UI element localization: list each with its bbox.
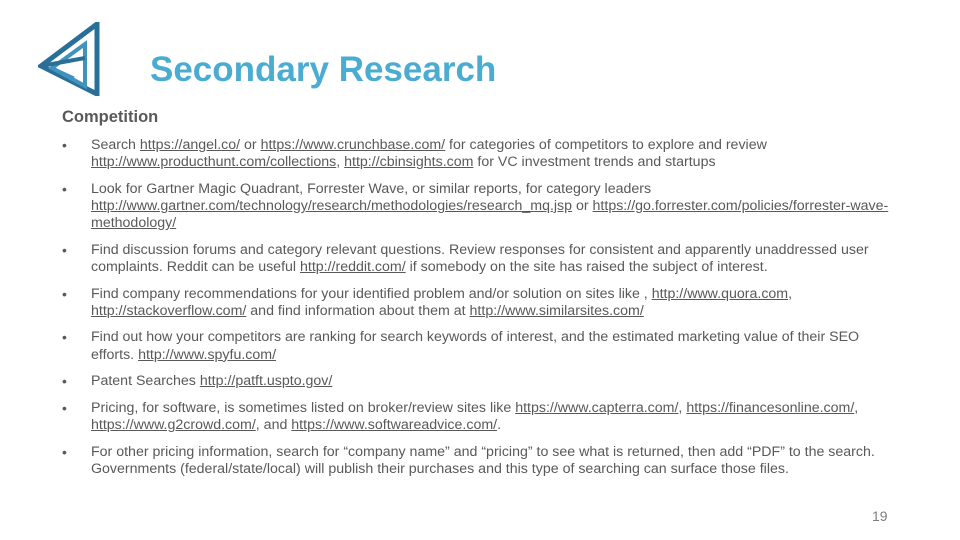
- bullet-icon: •: [62, 285, 67, 302]
- link-financesonline[interactable]: https://financesonline.com/: [686, 399, 855, 416]
- link-spyfu[interactable]: http://www.spyfu.com/: [138, 346, 277, 363]
- list-item: • Find out how your competitors are ranking for search keywords of interest, and the estimated marketing value of their SEO efforts. http://www.spyfu.com/: [62, 329, 860, 363]
- list-item: • For other pricing information, search for “company name” and “pricing” to see what is returned, then add “PDF” to the search. Governments (federal/state/local) will publish their purchases and this type of searching can surface those files.: [62, 443, 875, 477]
- list-item: • Look for Gartner Magic Quadrant, Forrester Wave, or similar reports, for category leaders http://www.gartner.com/technology/research/methodologies/research_mq.jsp or https://go.forrester.com/policies/forrester-wave-methodology/: [62, 180, 889, 232]
- link-cbinsights[interactable]: http://cbinsights.com: [344, 154, 474, 171]
- list-item: • Patent Searches http://patft.uspto.gov/: [62, 373, 333, 390]
- slide-title: Secondary Research: [150, 50, 497, 89]
- link-similarsites[interactable]: http://www.similarsites.com/: [469, 302, 644, 319]
- list-item: • Find discussion forums and category relevant questions. Review responses for consistent and apparently unaddressed user complaints. Reddit can be useful http://reddit.com/ if somebody on the site has raised the subject of interest.: [62, 241, 869, 275]
- list-item: • Pricing, for software, is sometimes listed on broker/review sites like https://www.capterra.com/, https://financesonline.com/, https://www.g2crowd.com/, and https://www.softwareadvice.com/.: [62, 399, 859, 433]
- arrow-triangle-logo-icon: [38, 22, 102, 96]
- link-gartner[interactable]: http://www.gartner.com/technology/research/methodologies/research_mq.jsp: [91, 198, 573, 214]
- link-producthunt[interactable]: http://www.producthunt.com/collections: [91, 154, 337, 171]
- link-g2crowd[interactable]: https://www.g2crowd.com/: [91, 416, 256, 433]
- link-reddit[interactable]: http://reddit.com/: [300, 259, 406, 275]
- link-capterra[interactable]: https://www.capterra.com/: [515, 399, 679, 416]
- link-angel[interactable]: https://angel.co/: [139, 137, 241, 153]
- bullet-list: [62, 137, 892, 487]
- link-quora[interactable]: http://www.quora.com: [651, 285, 789, 302]
- page-number: 19: [872, 508, 888, 524]
- list-item: • Find company recommendations for your identified problem and/or solution on sites like , http://www.quora.com, http://stackoverflow.com/ and find information about them at http://www.similarsites.com/: [62, 285, 793, 319]
- link-softwareadvice[interactable]: https://www.softwareadvice.com/: [291, 416, 498, 433]
- bullet-icon: •: [62, 443, 67, 460]
- section-heading: Competition: [62, 108, 159, 126]
- list-item: • Search https://angel.co/ or https://www.crunchbase.com/ for categories of competitors to explore and review http://www.producthunt.com/collections, http://cbinsights.com for VC investment trends and startups: [62, 137, 767, 171]
- company-logo: [38, 22, 102, 96]
- bullet-icon: •: [62, 373, 67, 390]
- link-crunchbase[interactable]: https://www.crunchbase.com/: [260, 137, 446, 153]
- link-uspto[interactable]: http://patft.uspto.gov/: [199, 373, 333, 390]
- bullet-icon: •: [62, 137, 67, 153]
- bullet-icon: •: [62, 180, 67, 197]
- bullet-icon: •: [62, 329, 67, 346]
- link-forrester[interactable]: https://go.forrester.com/policies/forrester-wave-methodology/: [91, 198, 889, 232]
- link-stackoverflow[interactable]: http://stackoverflow.com/: [91, 302, 247, 319]
- bullet-icon: •: [62, 399, 67, 416]
- bullet-icon: •: [62, 241, 67, 258]
